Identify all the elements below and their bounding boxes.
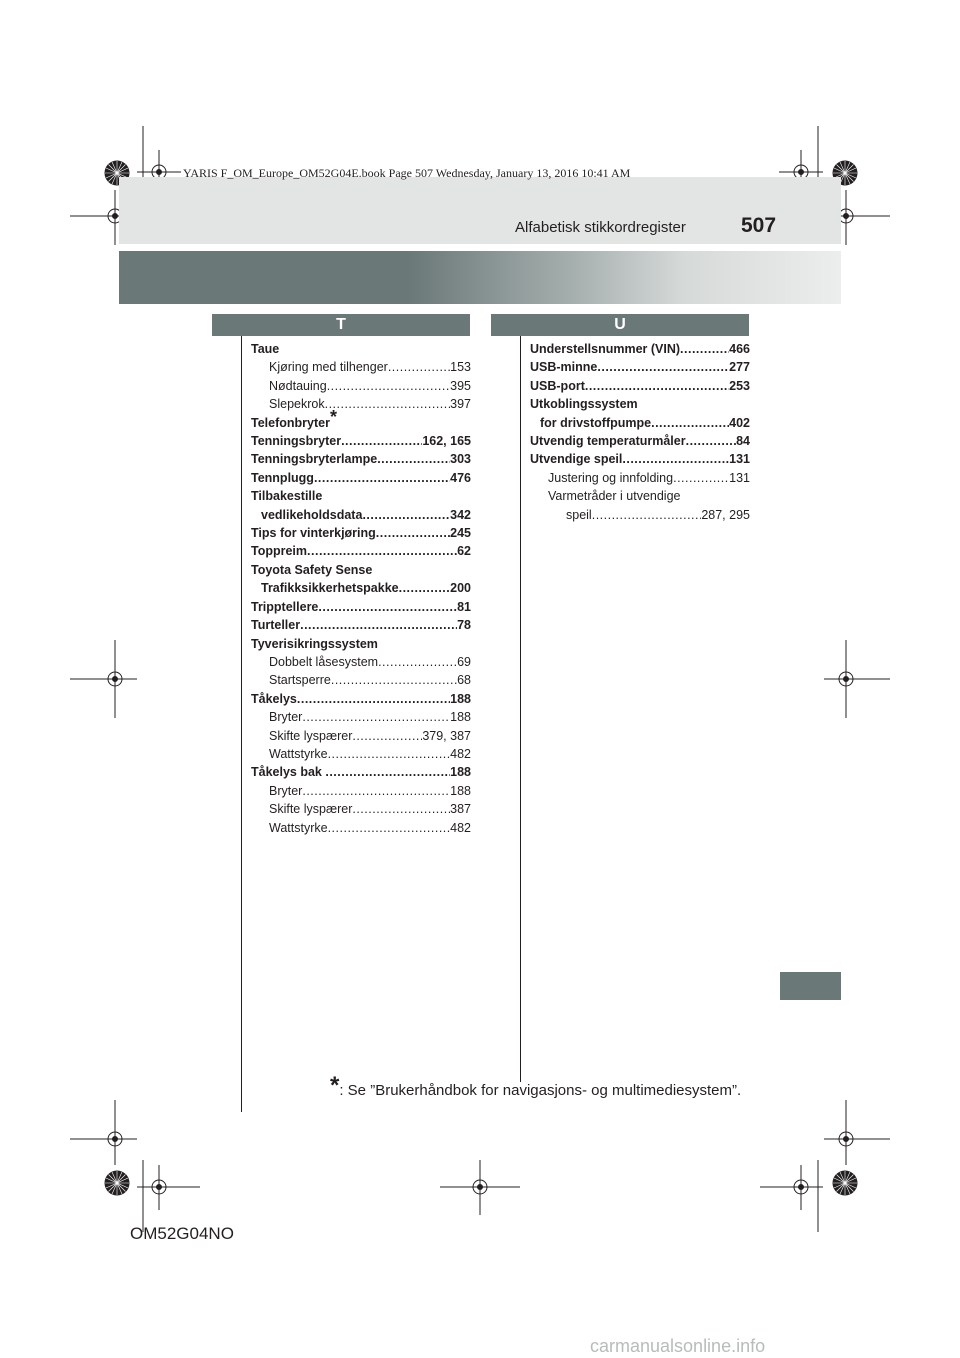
column-divider-left <box>241 336 242 1112</box>
column-header-t: T <box>212 314 470 336</box>
page-ref: 188 <box>450 765 471 780</box>
column-header-u: U <box>491 314 749 336</box>
index-subentry: Kjøring med tilhenger ..... 153 <box>251 358 471 376</box>
index-entry: Utvendige speil ..... 131 <box>530 450 750 468</box>
page-ref: 476 <box>450 470 471 485</box>
index-entry: Tenningsbryterlampe ..... 303 <box>251 450 471 468</box>
page-ref: 188 <box>450 710 471 725</box>
page-ref: 277 <box>729 360 750 375</box>
page-ref: 162, 165 <box>422 434 471 449</box>
index-entry: USB-port ..... 253 <box>530 377 750 395</box>
index-entry: Tennplugg ..... 476 <box>251 469 471 487</box>
page-number: 507 <box>741 214 777 237</box>
index-subentry: speil ..... 287, 295 <box>530 506 750 524</box>
footnote-marker: * <box>329 406 337 427</box>
page-ref: 68 <box>457 673 471 688</box>
page-ref: 395 <box>450 378 471 393</box>
page-ref: 253 <box>729 378 750 393</box>
index-subentry: Skifte lyspærer ..... 379, 387 <box>251 727 471 745</box>
page-ref: 402 <box>729 415 750 430</box>
index-entry: Tenningsbryter ..... 162, 165 <box>251 432 471 450</box>
index-subentry-heading: Varmetråder i utvendige <box>548 489 681 504</box>
index-entry: vedlikeholdsdata ..... 342 <box>251 506 471 524</box>
manual-code: OM52G04NO <box>130 1224 234 1243</box>
index-column-u <box>530 340 750 524</box>
watermark-text: carmanualsonline.info <box>590 1336 766 1356</box>
index-entry: for drivstoffpumpe ..... 402 <box>530 414 750 432</box>
file-banner: YARIS F_OM_Europe_OM52G04E.book Page 507 Wednesday, January 13, 2016 10:41 AM <box>183 166 631 180</box>
page-ref: 342 <box>450 507 471 522</box>
index-entry: Toppreim ..... 62 <box>251 542 471 560</box>
page-ref: 287, 295 <box>701 507 750 522</box>
index-entry: USB-minne ..... 277 <box>530 358 750 376</box>
column-divider-middle <box>520 336 521 1082</box>
index-subentry: Startsperre ..... 68 <box>251 671 471 689</box>
index-heading: Telefonbryter* <box>251 406 337 430</box>
index-entry: Tåkelys ..... 188 <box>251 690 471 708</box>
page-ref: 131 <box>729 470 750 485</box>
section-tab-marker <box>780 972 841 1000</box>
index-entry: Utvendig temperaturmåler ..... 84 <box>530 432 750 450</box>
index-heading: Tyverisikringssystem <box>251 636 378 651</box>
page-ref: 188 <box>450 691 471 706</box>
page-ref: 81 <box>457 599 471 614</box>
page-ref: 482 <box>450 820 471 835</box>
index-entry: Tips for vinterkjøring ..... 245 <box>251 524 471 542</box>
index-heading: Tilbakestille <box>251 489 323 504</box>
page-ref: 69 <box>457 654 471 669</box>
index-entry: Trafikksikkerhetspakke ..... 200 <box>251 579 471 597</box>
index-entry: Tripptellere ..... 81 <box>251 598 471 616</box>
footnote-text: : Se ”Brukerhåndbok for navigasjons- og multimediesystem”. <box>339 1082 742 1099</box>
page-ref: 78 <box>457 618 471 633</box>
index-subentry: Nødtauing ..... 395 <box>251 377 471 395</box>
index-heading: Utkoblingssystem <box>530 397 638 412</box>
index-heading: Toyota Safety Sense <box>251 562 373 577</box>
page-ref: 200 <box>450 581 471 596</box>
index-column-t <box>251 340 471 837</box>
index-heading: Taue <box>251 342 280 356</box>
page-ref: 245 <box>450 526 471 541</box>
page-ref: 153 <box>450 360 471 375</box>
footnote <box>330 1072 742 1099</box>
page-ref: 62 <box>457 544 471 559</box>
index-subentry: Dobbelt låsesystem ..... 69 <box>251 653 471 671</box>
page-ref: 188 <box>450 783 471 798</box>
page-ref: 387 <box>450 802 471 817</box>
page-ref: 131 <box>729 452 750 467</box>
page-ref: 379, 387 <box>422 728 471 743</box>
index-subentry: Wattstyrke ..... 482 <box>251 745 471 763</box>
page-ref: 466 <box>729 342 750 356</box>
gradient-band <box>119 251 841 304</box>
index-subentry: Skifte lyspærer ..... 387 <box>251 800 471 818</box>
index-entry: Tåkelys bak ..... 188 <box>251 763 471 781</box>
page-ref: 482 <box>450 746 471 761</box>
index-entry: Turteller ..... 78 <box>251 616 471 634</box>
page-ref: 397 <box>450 397 471 412</box>
header-band <box>119 177 841 244</box>
page-ref: 303 <box>450 452 471 467</box>
index-subentry: Bryter ..... 188 <box>251 708 471 726</box>
footnote-marker: * <box>330 1072 340 1099</box>
index-entry: Understellsnummer (VIN) ..... 466 <box>530 340 750 358</box>
page-ref: 84 <box>736 434 750 449</box>
index-subentry: Slepekrok ..... 397 <box>251 395 471 413</box>
page-title: Alfabetisk stikkordregister <box>515 219 686 236</box>
index-subentry: Wattstyrke ..... 482 <box>251 819 471 837</box>
index-subentry: Justering og innfolding ..... 131 <box>530 469 750 487</box>
index-subentry: Bryter ..... 188 <box>251 782 471 800</box>
